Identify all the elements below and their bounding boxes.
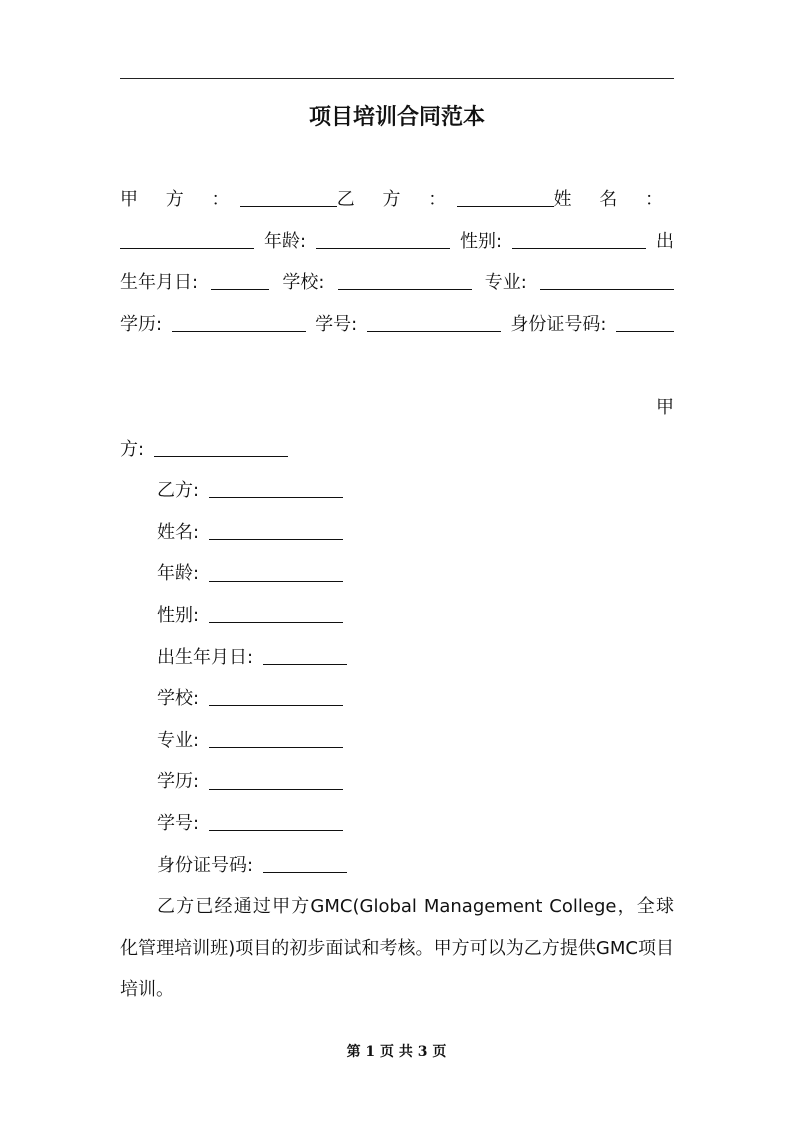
- field-line: [120, 553, 674, 595]
- field-line: [120, 637, 674, 679]
- field-line: [120, 470, 674, 512]
- field-label: 学号:: [157, 812, 200, 834]
- major-blank[interactable]: [540, 265, 674, 290]
- field-label: 出生年月日:: [157, 646, 254, 668]
- name-label: 姓 名 ：: [553, 189, 674, 210]
- header-line-3: [120, 262, 674, 304]
- field-line: [120, 512, 674, 554]
- field-line: [120, 678, 674, 720]
- birth-label-end: 生年月日:: [120, 272, 199, 294]
- party-a-rest-label: 方:: [120, 438, 145, 460]
- birth-label-start: 出: [656, 230, 674, 252]
- field-label: 专业:: [157, 729, 200, 751]
- name-blank[interactable]: [120, 224, 254, 249]
- major-label: 专业:: [484, 272, 527, 294]
- field-blank[interactable]: [209, 765, 343, 790]
- field-blank[interactable]: [209, 557, 343, 582]
- id-number-label: 身份证号码:: [510, 313, 607, 335]
- field-label: 姓名:: [157, 521, 200, 543]
- student-id-label: 学号:: [315, 313, 358, 335]
- school-label: 学校:: [282, 272, 325, 294]
- field-line: [120, 761, 674, 803]
- field-blank[interactable]: [209, 723, 343, 748]
- party-a-blank[interactable]: [240, 182, 336, 207]
- field-label: 学历:: [157, 771, 200, 793]
- header-line-2: [120, 221, 674, 263]
- field-blank[interactable]: [209, 515, 343, 540]
- intro-paragraph: 乙方已经通过甲方GMC(Global Management College，全球化管理培训班)项目的初步面试和考核。甲方可以为乙方提供GMC项目培训。: [120, 896, 674, 1001]
- header-line-1: [120, 179, 674, 221]
- field-line: [120, 845, 674, 887]
- age-label: 年龄:: [263, 230, 307, 252]
- field-blank[interactable]: [263, 640, 347, 665]
- party-b-blank[interactable]: [457, 182, 553, 207]
- party-a-char: 甲: [656, 396, 674, 418]
- party-a-line-end: [120, 429, 674, 471]
- gender-label: 性别:: [459, 230, 503, 252]
- field-label: 乙方:: [157, 480, 200, 502]
- header-line-4: [120, 304, 674, 346]
- gender-blank[interactable]: [512, 224, 646, 249]
- age-blank[interactable]: [316, 224, 450, 249]
- field-label: 身份证号码:: [157, 854, 254, 876]
- field-blank[interactable]: [263, 848, 347, 873]
- field-blank[interactable]: [209, 598, 343, 623]
- field-label: 年龄:: [157, 563, 200, 585]
- field-line: [120, 595, 674, 637]
- field-blank[interactable]: [209, 473, 343, 498]
- field-label: 学校:: [157, 688, 200, 710]
- party-a-signature-blank[interactable]: [154, 432, 288, 457]
- document-title: 项目培训合同范本: [308, 105, 485, 130]
- page-number: 第 1 页 共 3 页: [346, 1044, 447, 1060]
- header-rule: [120, 78, 674, 79]
- birth-blank[interactable]: [211, 265, 269, 290]
- party-b-label: 乙 方 ：: [336, 189, 458, 210]
- contract-body: [120, 179, 674, 1011]
- field-line: [120, 720, 674, 762]
- field-blank[interactable]: [209, 681, 343, 706]
- id-number-blank[interactable]: [616, 307, 674, 332]
- education-blank[interactable]: [172, 307, 306, 332]
- spacer: [120, 345, 674, 387]
- party-a-line-start: [120, 387, 674, 429]
- field-blank[interactable]: [209, 806, 343, 831]
- education-label: 学历:: [120, 313, 163, 335]
- field-line: [120, 803, 674, 845]
- school-blank[interactable]: [338, 265, 472, 290]
- party-a-label: 甲 方 ：: [120, 189, 241, 210]
- field-label: 性别:: [157, 604, 200, 626]
- student-id-blank[interactable]: [367, 307, 501, 332]
